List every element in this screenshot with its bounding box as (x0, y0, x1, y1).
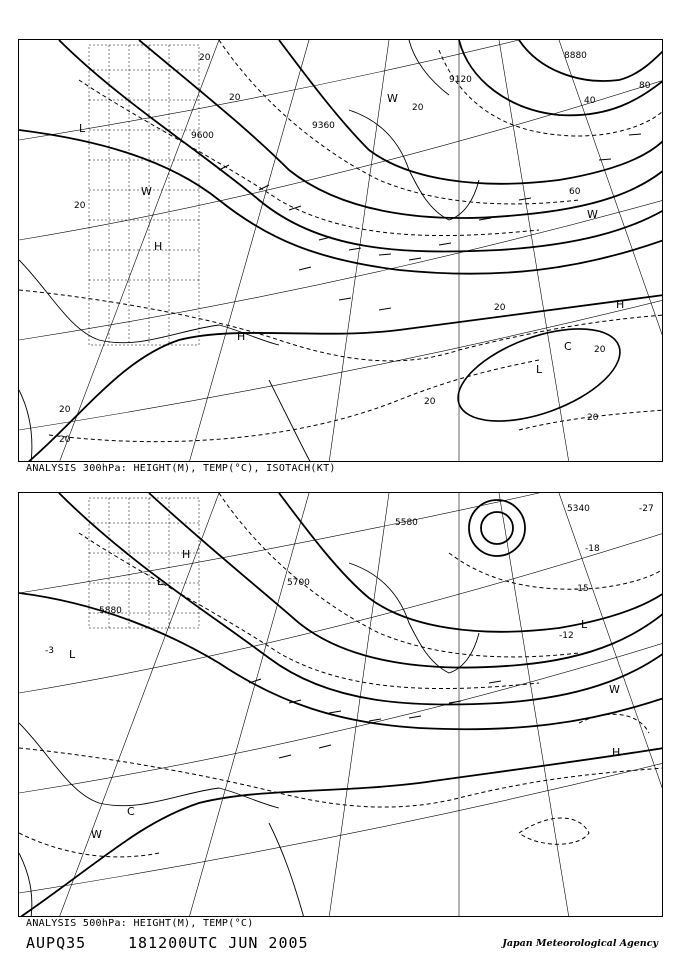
height-label-5340: 5340 (567, 504, 590, 514)
map-300hpa-canvas (19, 40, 663, 462)
isotach-label-20-g: 20 (494, 303, 506, 313)
isotach-label-20-i: 20 (229, 93, 241, 103)
isotach-label-20-d: 20 (424, 397, 436, 407)
center-H-bot-a: H (182, 548, 191, 561)
height-label-5700: 5700 (287, 578, 310, 588)
isotach-label-20-h: 20 (412, 103, 424, 113)
map-500hpa-centers (69, 548, 620, 841)
isotach-label-20-e: 20 (594, 345, 606, 355)
agency-credit: Japan Meteorological Agency (502, 938, 658, 949)
center-W-top-b: W (141, 185, 152, 198)
map-500hpa (18, 492, 663, 917)
height-label-9360: 9360 (312, 121, 335, 131)
center-W-bot-a: W (609, 683, 620, 696)
isotach-label-80: 80 (639, 81, 651, 91)
center-C-top: C (564, 340, 572, 353)
temp-label-minus3: -3 (45, 646, 54, 656)
timestamp: 181200UTC JUN 2005 (128, 934, 309, 952)
center-W-top-a: W (387, 92, 398, 105)
center-L-bot-a: L (69, 648, 76, 661)
isotach-label-40: 40 (584, 96, 596, 106)
bottom-map-caption: ANALYSIS 500hPa: HEIGHT(M), TEMP(°C) (26, 918, 254, 929)
map-300hpa-labels (59, 51, 651, 445)
temp-dashed (19, 493, 663, 857)
height-label-8880: 8880 (564, 51, 587, 61)
isotach-label-20-f: 20 (587, 413, 599, 423)
center-W-bot-b: W (91, 828, 102, 841)
center-H-top-b: H (237, 330, 246, 343)
isotach-label-20-b: 20 (59, 405, 71, 415)
center-L-top-a: L (79, 122, 86, 135)
wind-barbs (219, 134, 641, 310)
center-W-top-c: W (587, 208, 598, 221)
center-L-top-b: L (536, 363, 543, 376)
isotach-label-20-j: 20 (199, 53, 211, 63)
center-L-bot-b: L (157, 575, 164, 588)
center-H-top-a: H (154, 240, 163, 253)
isotach-label-60: 60 (569, 187, 581, 197)
temp-label-minus27: -27 (639, 504, 654, 514)
map-500hpa-canvas (19, 493, 663, 917)
temp-label-minus12: -12 (559, 631, 574, 641)
temp-label-minus15: -15 (574, 584, 589, 594)
height-label-5580: 5580 (395, 518, 418, 528)
center-L-bot-c: L (581, 618, 588, 631)
coastlines-bottom (19, 563, 479, 917)
chart-id: AUPQ35 (26, 934, 87, 952)
isotach-label-20-c: 20 (59, 435, 71, 445)
center-H-bot-b: H (612, 746, 621, 759)
center-C-bot: C (127, 805, 135, 818)
isotach-label-20-a: 20 (74, 201, 86, 211)
height-label-5880: 5880 (99, 606, 122, 616)
wind-barbs-bottom (249, 661, 551, 758)
center-H-top-c: H (616, 298, 625, 311)
height-label-9120: 9120 (449, 75, 472, 85)
map-300hpa (18, 39, 663, 462)
top-map-caption: ANALYSIS 300hPa: HEIGHT(M), TEMP(°C), ISOTACH(KT) (26, 463, 336, 474)
temp-label-minus18: -18 (585, 544, 600, 554)
height-label-9600: 9600 (191, 131, 214, 141)
